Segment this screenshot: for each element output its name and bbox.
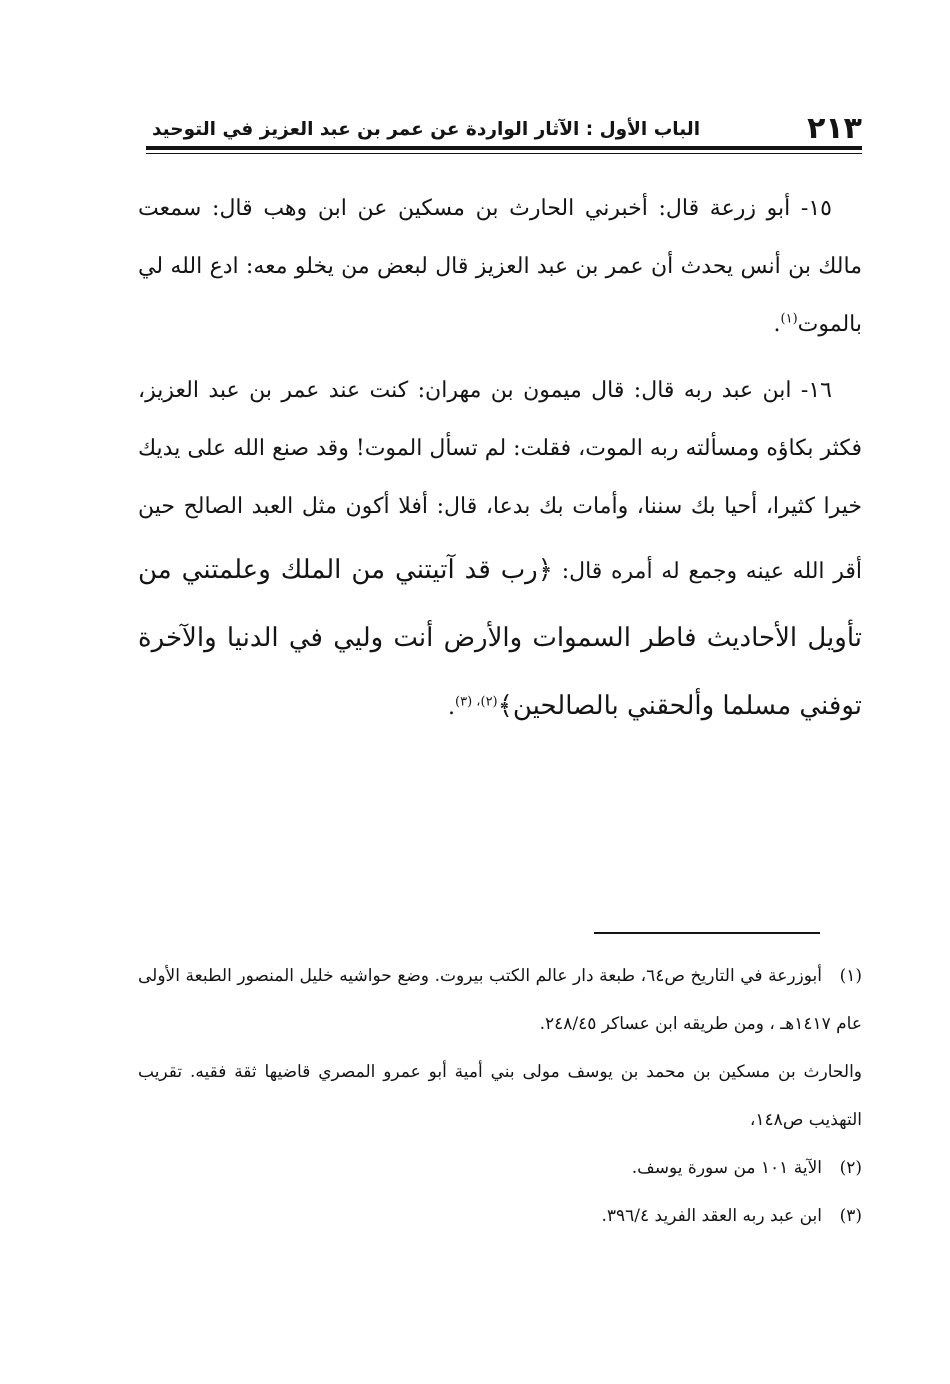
footnote-text: الآية ١٠١ من سورة يوسف.: [631, 1158, 822, 1178]
footnote-text: ابن عبد ربه العقد الفريد ٣٩٦/٤.: [601, 1206, 822, 1226]
paragraph-text: ١٥- أبو زرعة قال: أخبرني الحارث بن مسكين عن ابن وهب قال: سمعت مالك بن أنس يحدث أن عمر بن عبد العزيز قال لبعض من يخلو معه: ادع الله لي بالموت: [138, 196, 862, 337]
footnote-separator: [594, 932, 820, 934]
main-text: [138, 180, 862, 748]
footnote-text: والحارث بن مسكين بن محمد بن يوسف مولى بني أمية أبو عمرو المصري قاضيها ثقة فقيه. تقريب التهذيب ص١٤٨،: [138, 1062, 862, 1130]
paragraph-end: .: [448, 695, 456, 720]
paragraph-15: [138, 180, 862, 354]
footnote-ref: (١): [780, 311, 798, 327]
running-title: الباب الأول : الآثار الواردة عن عمر بن عبد العزيز في التوحيد: [152, 119, 701, 140]
footnote-ref: (٢)، (٣): [455, 694, 498, 710]
footnote-1: [138, 952, 862, 1048]
header-rule: [146, 146, 862, 150]
paragraph-16: [138, 362, 862, 740]
page-number: ٢١٣: [807, 111, 862, 146]
footnote-marker: (١): [839, 966, 862, 986]
footnote-text: أبوزرعة في التاريخ ص٦٤، طبعة دار عالم الكتب بيروت. وضع حواشيه خليل المنصور الطبعة الأولى عام ١٤١٧هـ ، ومن طريقه ابن عساكر ٢٤٨/٤٥.: [138, 966, 862, 1034]
footnote-2: [138, 1144, 862, 1192]
paragraph-text: ١٦- ابن عبد ربه قال: قال ميمون بن مهران: كنت عند عمر بن عبد العزيز، فكثر بكاؤه ومسألته ربه الموت، فقلت: لم تسأل الموت! وقد صنع الله على يديك خيرا كثيرا، أحيا بك سننا، وأمات بك بدعا، قال: أفلا أكون مثل العبد الصالح حين أقر الله عينه وجمع له أمره قال:: [138, 378, 863, 584]
page-header: [140, 108, 862, 148]
paragraph-end: .: [773, 312, 781, 337]
header-rule-thin: [146, 153, 862, 154]
footnote-marker: (٢): [839, 1158, 862, 1178]
footnote-marker: (٣): [839, 1206, 862, 1226]
footnote-1-continued: [138, 1048, 862, 1144]
footnotes: [138, 952, 862, 1240]
quran-verse: ﴿رب قد آتيتني من الملك وعلمتني من تأويل الأحاديث فاطر السموات والأرض أنت وليي في الدنيا والآخرة توفني مسلما وألحقني بالصالحين﴾: [138, 555, 862, 721]
footnote-3: [138, 1192, 862, 1240]
